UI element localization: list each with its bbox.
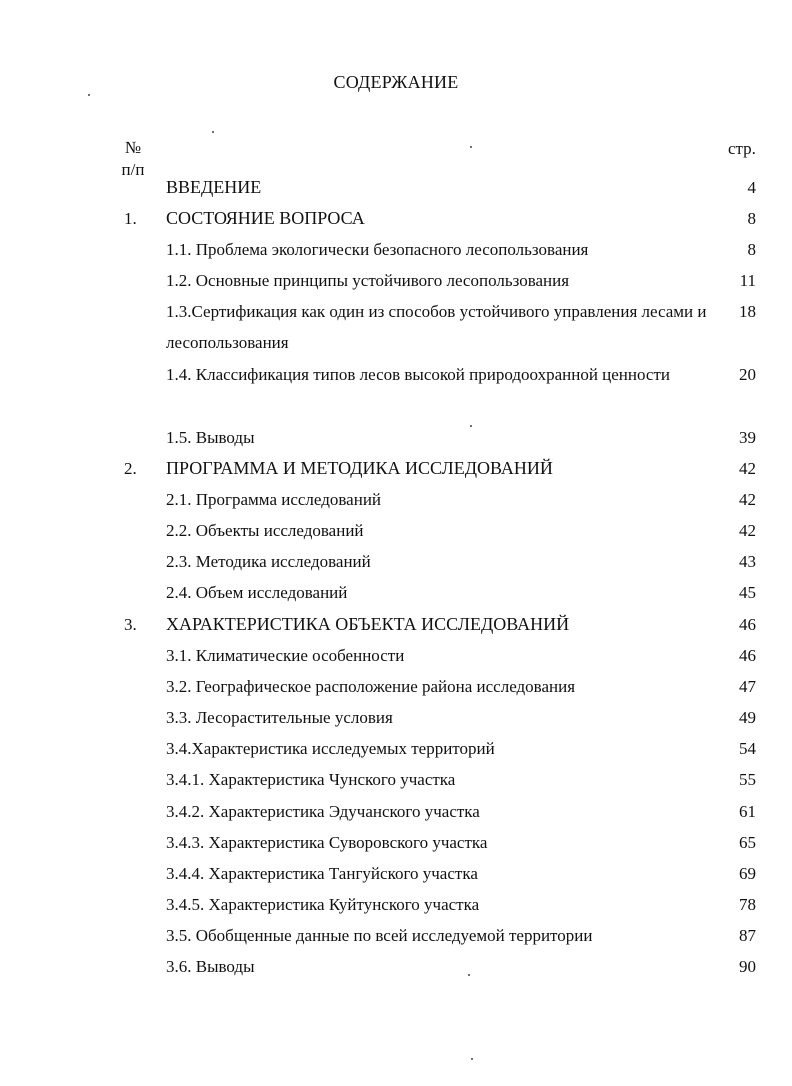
toc-entry-title: 3.4.Характеристика исследуемых территорий [166, 739, 495, 758]
page-title: СОДЕРЖАНИЕ [333, 72, 459, 92]
toc-entry-title: 1.5. Выводы [166, 428, 255, 447]
toc-entry [0, 951, 792, 982]
toc-entry [0, 702, 792, 733]
scan-speck [468, 974, 470, 976]
toc-entry-page: 11 [739, 271, 756, 290]
toc-entry-title: 2.2. Объекты исследований [166, 521, 364, 540]
toc-entry [0, 858, 792, 889]
toc-entry-title: 3.4.4. Характеристика Тангуйского участка [166, 864, 478, 883]
toc-entry-page: 42 [739, 490, 756, 509]
toc-entry [0, 359, 792, 421]
toc-entry-page: 61 [739, 802, 756, 821]
toc-entry-title: СОСТОЯНИЕ ВОПРОСА [166, 208, 365, 228]
toc-entry-page: 39 [739, 428, 756, 447]
column-header-page: стр. [728, 139, 756, 158]
toc-entry-page: 8 [747, 240, 756, 259]
toc-entry-title: 3.2. Географическое расположение района исследования [166, 677, 576, 696]
toc-entry-page: 47 [739, 677, 756, 696]
toc-entry [0, 453, 792, 484]
toc-entry [0, 920, 792, 951]
toc-entry [0, 422, 792, 453]
toc-entry [0, 515, 792, 546]
toc-entry-title: 1.1. Проблема экологически безопасного лесопользования [166, 240, 589, 259]
scan-speck [212, 131, 214, 133]
toc-entry-number: 2. [124, 459, 137, 478]
toc-entry-page: 55 [739, 770, 756, 789]
toc-entry-title: ХАРАКТЕРИСТИКА ОБЪЕКТА ИССЛЕДОВАНИЙ [166, 614, 570, 634]
toc-entry-page: 54 [739, 739, 756, 758]
toc-entry-page: 20 [739, 365, 756, 384]
toc-entry-title: 1.2. Основные принципы устойчивого лесопользования [166, 271, 570, 290]
toc-entry-title: 1.3.Сертификация как один из способов устойчивого управления лесами и лесопользования [166, 302, 707, 352]
number-sign-label: № [124, 138, 142, 157]
toc-entry [0, 671, 792, 702]
toc-entry [0, 172, 792, 203]
toc-entry-title: 3.3. Лесорастительные условия [166, 708, 393, 727]
scan-speck [470, 146, 472, 148]
toc-entry-page: 69 [739, 864, 756, 883]
toc-entry [0, 764, 792, 795]
toc-entry-title: 3.6. Выводы [166, 957, 255, 976]
toc-entry-page: 90 [739, 957, 756, 976]
toc-entry-page: 4 [747, 178, 756, 197]
toc-entry-page: 43 [739, 552, 756, 571]
toc-entry [0, 484, 792, 515]
toc-entry [0, 296, 792, 358]
toc-entry [0, 234, 792, 265]
toc-entry-page: 42 [739, 459, 756, 478]
toc-entry-title: 2.3. Методика исследований [166, 552, 371, 571]
scan-speck [88, 94, 90, 96]
toc-entry [0, 265, 792, 296]
toc-entry-title: 3.4.3. Характеристика Суворовского участка [166, 833, 488, 852]
toc-entry-title: 3.4.5. Характеристика Куйтунского участка [166, 895, 480, 914]
toc-entry [0, 827, 792, 858]
toc-entry-page: 87 [739, 926, 756, 945]
toc-entry-title: 2.4. Объем исследований [166, 583, 348, 602]
toc-entry-title: 1.4. Классификация типов лесов высокой природоохранной ценности [166, 365, 670, 384]
toc-entry-title: 3.1. Климатические особенности [166, 646, 405, 665]
toc-entry-page: 45 [739, 583, 756, 602]
toc-entry-page: 65 [739, 833, 756, 852]
toc-entry-page: 8 [747, 209, 756, 228]
toc-entry-title: ВВЕДЕНИЕ [166, 177, 262, 197]
toc-entry [0, 889, 792, 920]
toc-entry-title: ПРОГРАММА И МЕТОДИКА ИССЛЕДОВАНИЙ [166, 458, 553, 478]
toc-entry [0, 640, 792, 671]
toc-entry-page: 42 [739, 521, 756, 540]
toc-entry [0, 796, 792, 827]
scan-speck [470, 425, 472, 427]
item-number-label: п/п [121, 160, 145, 179]
toc-entry-title: 3.5. Обобщенные данные по всей исследуемой территории [166, 926, 593, 945]
toc-entry-number: 1. [124, 209, 137, 228]
toc-entry-page: 78 [739, 895, 756, 914]
toc-entry [0, 609, 792, 640]
toc-entry-page: 49 [739, 708, 756, 727]
toc-entry-page: 18 [739, 302, 756, 321]
toc-entry [0, 733, 792, 764]
toc-entry [0, 203, 792, 234]
toc-entry-title: 2.1. Программа исследований [166, 490, 382, 509]
toc-entry-page: 46 [739, 646, 756, 665]
toc-entry-title: 3.4.1. Характеристика Чунского участка [166, 770, 456, 789]
scan-speck [471, 1058, 473, 1060]
toc-entry-number: 3. [124, 615, 137, 634]
toc-entry-title: 3.4.2. Характеристика Эдучанского участка [166, 802, 480, 821]
toc-entry [0, 546, 792, 577]
toc-entry [0, 577, 792, 608]
toc-entry-page: 46 [739, 615, 756, 634]
